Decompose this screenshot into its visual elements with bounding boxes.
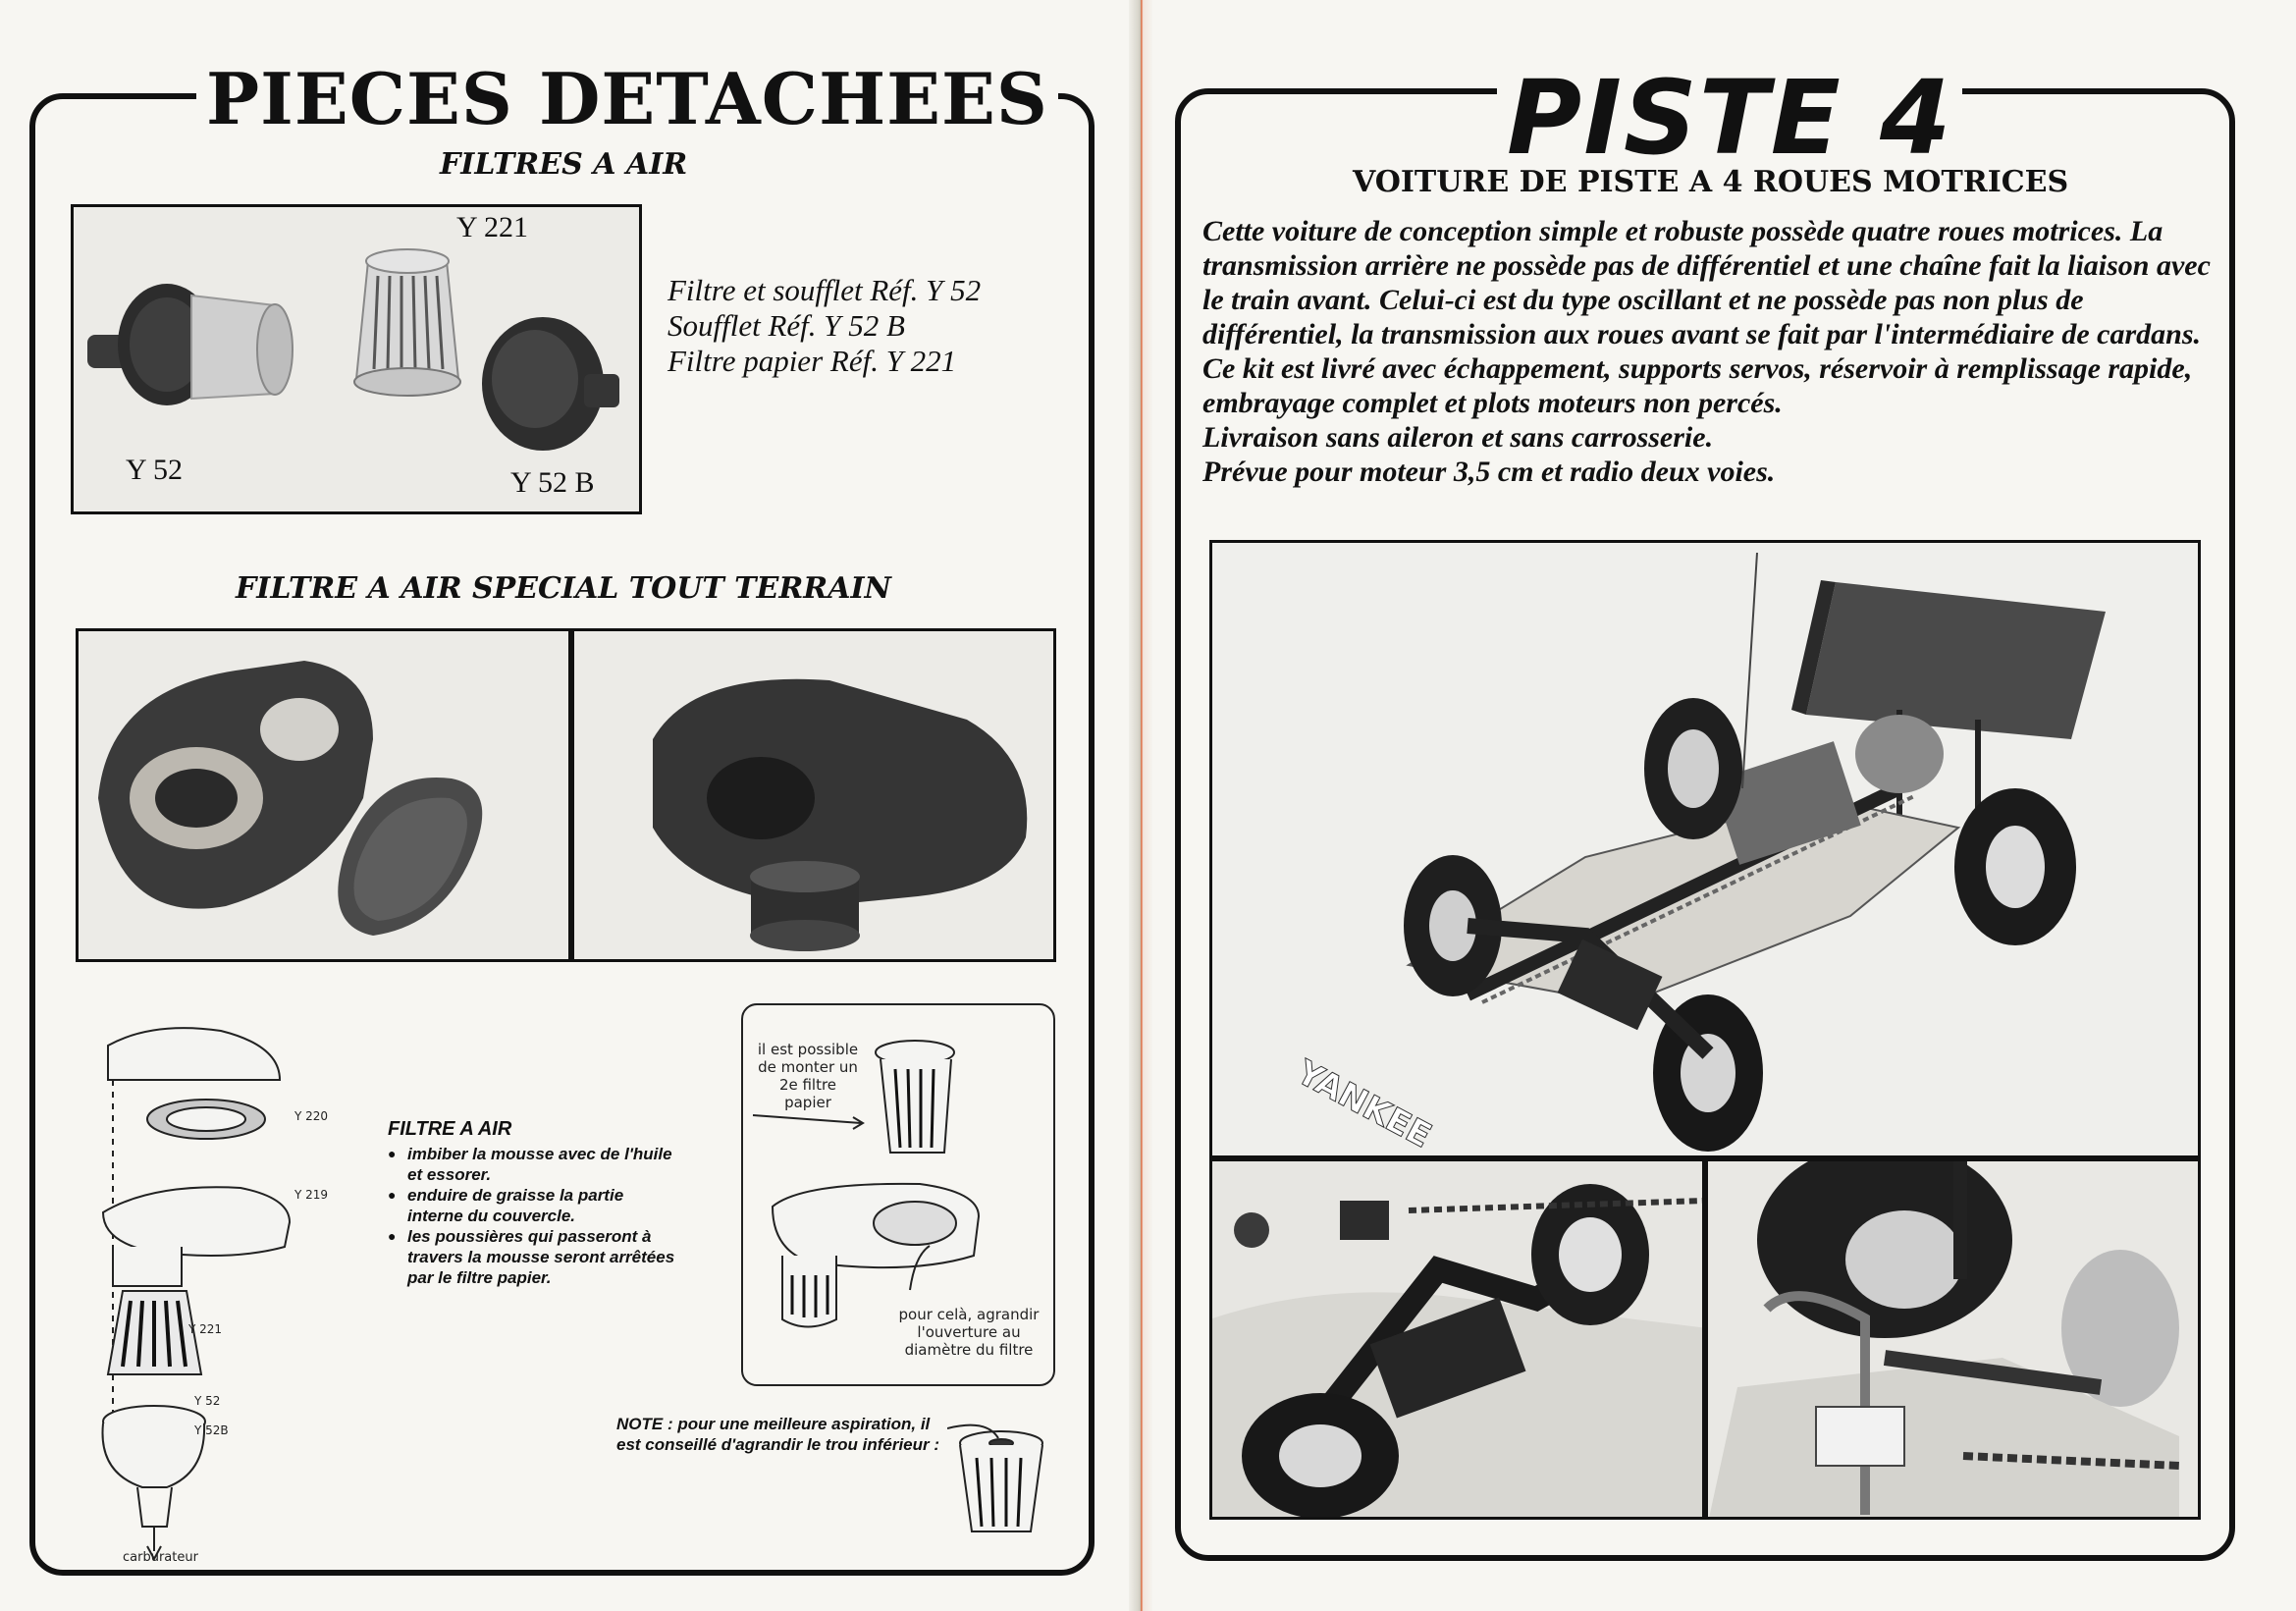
- diagram-label-y52: Y 52: [194, 1394, 221, 1408]
- offroad-filter-open-illustration: [79, 631, 571, 962]
- offroad-filter-closed-illustration: [574, 631, 1056, 962]
- air-filter-instructions: [388, 1119, 682, 1288]
- reference-item: Soufflet Réf. Y 52 B: [667, 308, 905, 343]
- instruction-item: ● les poussières qui passeront à travers la mousse seront arrêtées par le filtre papier.: [388, 1226, 682, 1288]
- instruction-item: ● imbiber la mousse avec de l'huile et essorer.: [388, 1144, 682, 1185]
- label-y52b: Y 52 B: [510, 466, 595, 499]
- offroad-filter-photo-open: [76, 628, 571, 962]
- offroad-filter-photo-closed: [571, 628, 1056, 962]
- sketch-note-second-filter: il est possible de monter un 2e filtre papier: [757, 1041, 859, 1111]
- page-spine: [1129, 0, 1152, 1611]
- diagram-label-y219: Y 219: [294, 1188, 329, 1202]
- label-y221: Y 221: [456, 211, 529, 243]
- car-detail-photo-rear: [1705, 1158, 2201, 1520]
- exploded-filter-diagram: [93, 1001, 329, 1581]
- instructions-title: FILTRE A AIR: [388, 1118, 512, 1140]
- sketch-note-enlarge-opening: pour celà, agrandir l'ouverture au diamètre du filtre: [898, 1306, 1040, 1359]
- description-paragraph: Ce kit est livré avec échappement, supports servos, réservoir à remplissage rapide, embrayage complet et plots moteurs non percés.: [1202, 352, 2193, 419]
- reference-item: Filtre papier Réf. Y 221: [667, 344, 957, 378]
- right-page-title: PISTE 4: [1497, 67, 1962, 169]
- car-detail-front-illustration: [1212, 1161, 1705, 1520]
- diagram-label-y220: Y 220: [294, 1109, 329, 1123]
- filter-note-sketch: [947, 1423, 1055, 1551]
- car-detail-photo-front: [1209, 1158, 1705, 1520]
- diagram-label-carburateur: carburateur: [123, 1550, 198, 1565]
- right-page-subtitle: VOITURE DE PISTE A 4 ROUES MOTRICES: [1353, 165, 2069, 199]
- diagram-label-y221: Y 221: [188, 1322, 223, 1336]
- reference-list: [667, 273, 981, 379]
- note-text: NOTE : pour une meilleure aspiration, il est conseillé d'agrandir le trou inférieur :: [616, 1415, 940, 1454]
- car-sticker-text: YANKEE: [1290, 1052, 1438, 1156]
- section-title-air-filters: FILTRES A AIR: [440, 147, 688, 182]
- label-y52: Y 52: [126, 454, 184, 486]
- car-detail-rear-illustration: [1708, 1161, 2201, 1520]
- left-page-title: PIECES DETACHEES: [196, 57, 1058, 140]
- description-paragraph: Livraison sans aileron et sans carrosserie.: [1202, 421, 1714, 454]
- diagram-label-y52b: Y 52B: [194, 1423, 229, 1437]
- section-title-offroad-filter: FILTRE A AIR SPECIAL TOUT TERRAIN: [236, 571, 891, 606]
- instruction-item: ● enduire de graisse la partie interne du couvercle.: [388, 1185, 682, 1226]
- reference-item: Filtre et soufflet Réf. Y 52: [667, 273, 982, 307]
- description-paragraph: Cette voiture de conception simple et robuste possède quatre roues motrices. La transmission arrière ne possède pas de différentiel et une chaîne fait la liaison avec le train avant. Celui-ci est du type oscillant et ne possède pas non plus de différentiel, la transmission aux roues avant se fait par l'intermédiaire de cardans.: [1202, 215, 2211, 350]
- car-description: [1202, 214, 2214, 489]
- car-main-illustration: [1212, 543, 2201, 1158]
- car-main-photo: [1209, 540, 2201, 1158]
- description-paragraph: Prévue pour moteur 3,5 cm et radio deux voies.: [1202, 456, 1776, 488]
